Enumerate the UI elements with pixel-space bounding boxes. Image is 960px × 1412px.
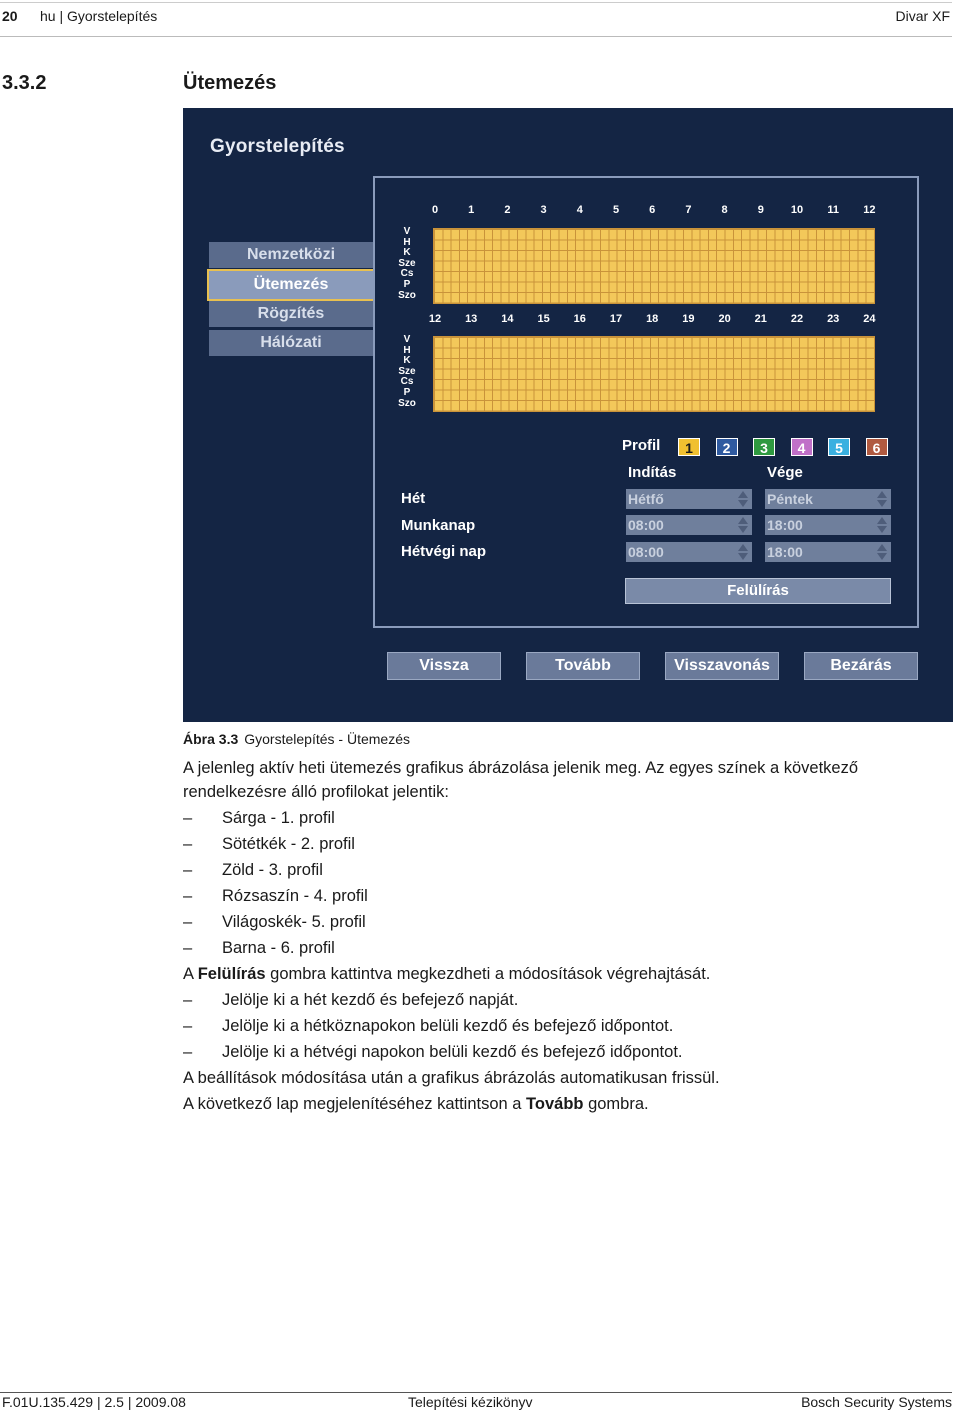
- day-label: Sze: [398, 257, 416, 269]
- menu-item-utemezes[interactable]: Ütemezés: [207, 269, 375, 301]
- hour-label: 19: [682, 313, 695, 325]
- week-end-value: Péntek: [767, 491, 813, 507]
- color-item-4: Rózsaszín - 4. profil: [222, 887, 368, 905]
- end-label: Vége: [767, 464, 803, 481]
- day-label: Szo: [398, 397, 416, 409]
- override-paragraph: [183, 962, 943, 986]
- workday-start-field[interactable]: [626, 515, 752, 535]
- day-label: Sze: [398, 365, 416, 377]
- override-button[interactable]: Felülírás: [625, 578, 891, 604]
- start-label: Indítás: [628, 464, 677, 481]
- spinner-icon[interactable]: [737, 517, 749, 533]
- list-item: – Világoskék- 5. profil: [183, 913, 366, 931]
- week-start-field[interactable]: [626, 489, 752, 509]
- list-item: – Zöld - 3. profil: [183, 861, 323, 879]
- header-product: Divar XF: [895, 8, 950, 24]
- schedule-grid-pm[interactable]: [433, 336, 875, 412]
- list-item: – Sárga - 1. profil: [183, 809, 335, 827]
- profile-1-swatch[interactable]: 1: [678, 438, 700, 456]
- profile-5-swatch[interactable]: 5: [828, 438, 850, 456]
- hour-label: 1: [468, 204, 475, 216]
- hour-label: 12: [863, 204, 876, 216]
- weekend-start-value: 08:00: [628, 544, 664, 560]
- day-label: Szo: [398, 289, 416, 301]
- color-item-3: Zöld - 3. profil: [222, 861, 323, 879]
- header-section: hu | Gyorstelepítés: [40, 8, 158, 24]
- color-item-1: Sárga - 1. profil: [222, 809, 335, 827]
- hour-label: 12: [428, 313, 442, 325]
- next-pre: A következő lap megjelenítéséhez kattintson a: [183, 1095, 527, 1113]
- day-label: V: [403, 334, 411, 345]
- override-post: gombra kattintva megkezdheti a módosítások végrehajtását.: [265, 965, 711, 983]
- next-post: gombra.: [583, 1095, 649, 1113]
- day-label: K: [403, 247, 411, 259]
- section-title: Ütemezés: [183, 72, 277, 94]
- page-header: [0, 0, 952, 37]
- list-item: – Jelölje ki a hét kezdő és befejező napját.: [183, 991, 519, 1009]
- footer-left: F.01U.135.429 | 2.5 | 2009.08: [2, 1394, 186, 1410]
- figure-caption: [183, 731, 410, 747]
- hour-label: 7: [685, 204, 692, 216]
- hour-label: 5: [612, 204, 620, 216]
- week-start-value: Hétfő: [628, 491, 664, 507]
- day-label: H: [403, 236, 411, 248]
- color-item-6: Barna - 6. profil: [222, 939, 335, 957]
- menu-item-rogzites[interactable]: Rögzítés: [209, 301, 373, 327]
- day-label: Cs: [400, 268, 414, 280]
- menu-item-nemzetkozi[interactable]: Nemzetközi: [209, 242, 373, 268]
- spinner-icon[interactable]: [876, 544, 888, 560]
- hour-label: 20: [718, 313, 731, 325]
- next-paragraph: [183, 1092, 943, 1116]
- profile-4-swatch[interactable]: 4: [791, 438, 813, 456]
- list-item: – Rózsaszín - 4. profil: [183, 887, 368, 905]
- profile-2-swatch[interactable]: 2: [716, 438, 738, 456]
- color-item-2: Sötétkék - 2. profil: [222, 835, 355, 853]
- refresh-paragraph: A beállítások módosítása után a grafikus ábrázolás automatikusan frissül.: [183, 1069, 720, 1087]
- color-item-5: Világoskék- 5. profil: [222, 913, 366, 931]
- list-item: – Sötétkék - 2. profil: [183, 835, 355, 853]
- profile-3-swatch[interactable]: 3: [753, 438, 775, 456]
- hour-label: 21: [754, 313, 767, 325]
- day-label: H: [403, 344, 411, 356]
- day-labels: [395, 227, 419, 301]
- row-label-munkanap: Munkanap: [401, 517, 476, 534]
- day-label: K: [403, 355, 411, 367]
- intro-paragraph: A jelenleg aktív heti ütemezés grafikus ábrázolása jelenik meg. Az egyes színek a következő rendelkezésre álló profilokat jelentik:: [183, 759, 859, 801]
- hour-label: 10: [790, 204, 804, 216]
- figure-number: Ábra 3.3: [183, 731, 239, 747]
- hour-label: 22: [790, 313, 804, 325]
- row-label-het: Hét: [401, 490, 426, 507]
- undo-button[interactable]: Visszavonás: [665, 652, 779, 680]
- hour-label: 2: [504, 204, 511, 216]
- spinner-icon[interactable]: [876, 517, 888, 533]
- list-item: – Barna - 6. profil: [183, 939, 335, 957]
- profile-6-swatch[interactable]: 6: [866, 438, 888, 456]
- footer-right: Bosch Security Systems: [801, 1394, 952, 1410]
- override-pre: A: [183, 965, 198, 983]
- workday-end-value: 18:00: [767, 517, 803, 533]
- override-bold: Felülírás: [197, 965, 266, 983]
- spinner-icon[interactable]: [737, 491, 749, 507]
- week-end-field[interactable]: [765, 489, 891, 509]
- step-2: Jelölje ki a hétköznapokon belüli kezdő és befejező időpontot.: [222, 1017, 674, 1035]
- hour-label: 17: [609, 313, 623, 325]
- back-button[interactable]: Vissza: [387, 652, 501, 680]
- step-3: Jelölje ki a hétvégi napokon belüli kezdő és befejező időpontot.: [222, 1043, 683, 1061]
- hour-label: 14: [501, 313, 514, 325]
- hour-label: 0: [431, 204, 439, 216]
- hour-label: 23: [827, 313, 840, 325]
- workday-end-field[interactable]: [765, 515, 891, 535]
- hour-label: 3: [540, 204, 547, 216]
- weekend-end-field[interactable]: [765, 542, 891, 562]
- hour-label: 6: [649, 204, 656, 216]
- weekend-start-field[interactable]: [626, 542, 752, 562]
- hour-label: 9: [757, 204, 764, 216]
- spinner-icon[interactable]: [737, 544, 749, 560]
- page-number: 20: [2, 8, 18, 24]
- section-number: 3.3.2: [2, 72, 47, 94]
- day-label: V: [403, 226, 411, 237]
- hour-label: 11: [827, 204, 839, 216]
- hour-label: 8: [721, 204, 728, 216]
- hour-label: 13: [465, 313, 478, 325]
- day-label: P: [403, 278, 411, 290]
- list-item: – Jelölje ki a hétvégi napokon belüli kezdő és befejező időpontot.: [183, 1043, 683, 1061]
- hour-label: 4: [576, 204, 583, 216]
- screen-title: Gyorstelepítés: [210, 136, 345, 157]
- day-label: P: [403, 386, 411, 398]
- step-1: Jelölje ki a hét kezdő és befejező napját.: [222, 991, 519, 1009]
- hour-label: 16: [573, 313, 586, 325]
- workday-start-value: 08:00: [628, 517, 664, 533]
- hour-label: 18: [646, 313, 659, 325]
- footer-center: Telepítési kézikönyv: [408, 1394, 533, 1410]
- spinner-icon[interactable]: [876, 491, 888, 507]
- quick-install-screen: [183, 108, 953, 722]
- hour-label: 24: [863, 313, 876, 325]
- footer-rule: [0, 1392, 952, 1393]
- row-label-hetvegi-nap: Hétvégi nap: [401, 543, 487, 560]
- day-labels: [395, 335, 419, 409]
- list-item: – Jelölje ki a hétköznapokon belüli kezdő és befejező időpontot.: [183, 1017, 674, 1035]
- hour-label: 15: [537, 313, 550, 325]
- next-bold: Tovább: [526, 1095, 584, 1113]
- close-button[interactable]: Bezárás: [804, 652, 918, 680]
- schedule-grid-am[interactable]: [433, 228, 875, 304]
- profile-label: Profil: [622, 437, 661, 454]
- day-label: Cs: [400, 376, 414, 388]
- menu-item-halozati[interactable]: Hálózati: [209, 330, 373, 356]
- weekend-end-value: 18:00: [767, 544, 803, 560]
- next-button[interactable]: Tovább: [526, 652, 640, 680]
- figure-caption-text: Gyorstelepítés - Ütemezés: [244, 731, 410, 747]
